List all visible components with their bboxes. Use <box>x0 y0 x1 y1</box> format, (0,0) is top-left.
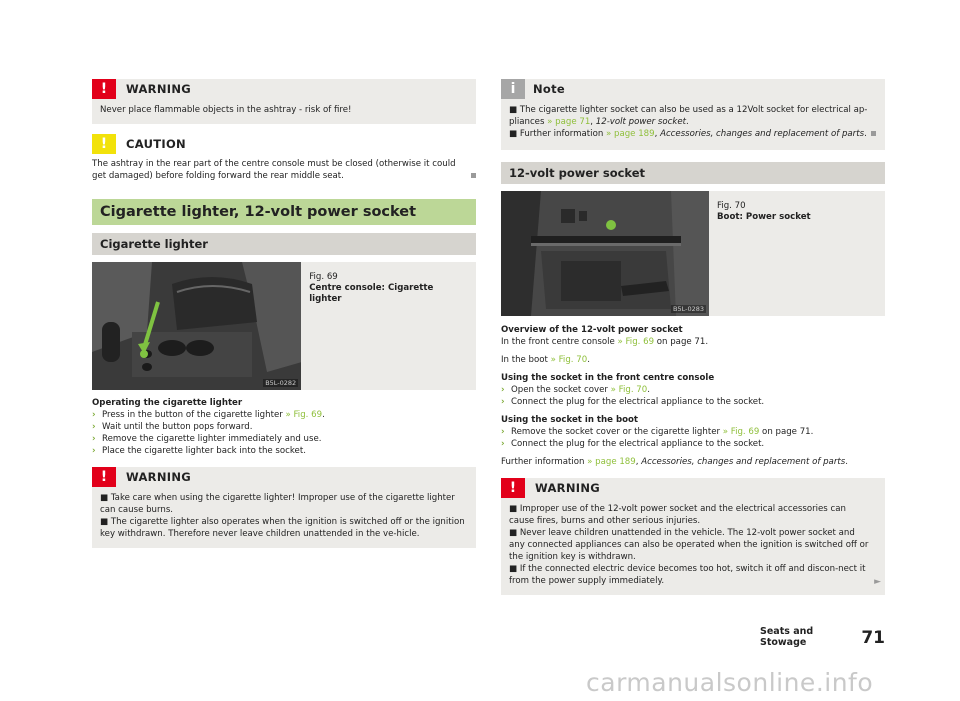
left-column <box>92 79 476 548</box>
note-sep: , <box>654 129 661 139</box>
warning-box-power-socket <box>501 478 885 595</box>
figure-69-number: Fig. 69 <box>309 272 338 282</box>
info-icon: i <box>501 79 525 99</box>
note-item-text: ■ The cigarette lighter socket can also be used as a 12Volt socket for electrical ap-pliances <box>509 105 868 127</box>
overview-line <box>501 354 885 366</box>
note-item-text: ■ Further information <box>509 129 607 139</box>
watermark: carmanualsonline.info <box>586 668 874 697</box>
warning-title: WARNING <box>535 481 600 495</box>
note-sep: , <box>590 117 596 127</box>
figure-69-title: Centre console: Cigarette lighter <box>309 283 434 304</box>
note-ref-title: 12-volt power socket <box>595 117 687 127</box>
warning-title: WARNING <box>126 470 191 484</box>
note-box <box>501 79 885 150</box>
warning-header <box>92 79 476 99</box>
fig-link[interactable]: » Fig. 69 <box>285 410 323 420</box>
continue-arrow-icon: ► <box>874 577 881 587</box>
subsection-title-power-socket: 12-volt power socket <box>501 162 885 184</box>
figure-70-number: Fig. 70 <box>717 201 746 211</box>
warning-text: Never place flammable objects in the ashtray - risk of fire! <box>100 105 352 115</box>
step-item <box>501 438 885 450</box>
warning-title: WARNING <box>126 82 191 96</box>
right-column <box>501 79 885 595</box>
figure-70-title: Boot: Power socket <box>717 212 811 222</box>
chevron-right-icon: › <box>92 434 96 444</box>
warning-icon: ! <box>92 79 116 99</box>
end-of-section-icon <box>471 173 476 178</box>
warning-item: ■ If the connected electric device becomes too hot, switch it off and discon-nect it from the power supply immediately. <box>509 564 866 586</box>
figure-70 <box>501 191 885 316</box>
step-item <box>92 445 476 457</box>
step-item <box>501 426 885 438</box>
chevron-right-icon: › <box>501 385 505 395</box>
figure-70-caption <box>709 191 819 316</box>
chevron-right-icon: › <box>92 410 96 420</box>
operating-instructions <box>92 397 476 457</box>
step-text-end: . <box>322 410 325 420</box>
further-information <box>501 456 885 468</box>
fig-link[interactable]: » Fig. 70 <box>610 385 648 395</box>
step-text-end: . <box>647 385 650 395</box>
step-text-end: on page 71. <box>759 427 814 437</box>
step-text: Open the socket cover <box>511 385 611 395</box>
figure-70-image <box>501 191 709 316</box>
fig-link[interactable]: » Fig. 69 <box>617 337 655 347</box>
boot-illustration <box>501 191 709 316</box>
step-item <box>92 433 476 445</box>
caution-body: The ashtray in the rear part of the centre console must be closed (otherwise it could get damaged) before folding forward the rear middle seat. <box>92 159 456 181</box>
note-text <box>501 99 885 150</box>
note-ref-title: Accessories, changes and replacement of parts <box>660 129 865 139</box>
fig-link[interactable]: » Fig. 70 <box>550 355 588 365</box>
warning-header <box>92 467 476 487</box>
note-end: . <box>864 129 867 139</box>
further-end: . <box>845 457 848 467</box>
section-title: Cigarette lighter, 12-volt power socket <box>92 199 476 225</box>
chevron-right-icon: › <box>501 397 505 407</box>
chevron-right-icon: › <box>501 439 505 449</box>
page-link[interactable]: » page 71 <box>547 117 591 127</box>
overview-text-end: . <box>587 355 590 365</box>
step-item <box>92 421 476 433</box>
front-console-heading: Using the socket in the front centre console <box>501 373 715 383</box>
warning-item: ■ Take care when using the cigarette lighter! Improper use of the cigarette lighter can cause burns. <box>100 493 455 515</box>
warning-item: ■ The cigarette lighter also operates when the ignition is switched off or the ignition key withdrawn. Therefore never leave children unattended in the ve-hicle. <box>100 517 465 539</box>
further-ref-title: Accessories, changes and replacement of parts <box>641 457 846 467</box>
step-text: Place the cigarette lighter back into the socket. <box>102 446 306 456</box>
operating-heading: Operating the cigarette lighter <box>92 398 243 408</box>
page-link[interactable]: » page 189 <box>606 129 655 139</box>
chevron-right-icon: › <box>501 427 505 437</box>
caution-block <box>92 134 476 182</box>
step-text: Connect the plug for the electrical appliance to the socket. <box>511 397 765 407</box>
warning-box-lighter <box>92 467 476 548</box>
step-text: Connect the plug for the electrical appliance to the socket. <box>511 439 765 449</box>
page-number: 71 <box>861 628 885 648</box>
further-sep: , <box>635 457 642 467</box>
overview-heading: Overview of the 12-volt power socket <box>501 325 683 335</box>
warning-icon: ! <box>501 478 525 498</box>
caution-title: CAUTION <box>126 137 186 151</box>
step-text: Wait until the button pops forward. <box>102 422 253 432</box>
figure-69-image <box>92 262 301 390</box>
step-item <box>92 409 476 421</box>
warning-text <box>501 498 885 595</box>
warning-icon: ! <box>92 467 116 487</box>
step-text: Remove the socket cover or the cigarette lighter <box>511 427 723 437</box>
warning-box-ashtray <box>92 79 476 124</box>
note-item <box>509 128 877 140</box>
figure-69 <box>92 262 476 390</box>
figure-70-code: B5L-0283 <box>673 305 704 313</box>
overview-line <box>501 336 885 348</box>
chevron-right-icon: › <box>92 446 96 456</box>
caution-header <box>92 134 476 154</box>
overview-text: In the boot <box>501 355 551 365</box>
overview-text: In the front centre console <box>501 337 618 347</box>
page-link[interactable]: » page 189 <box>587 457 636 467</box>
warning-text <box>92 487 476 548</box>
note-item <box>509 104 877 128</box>
figure-69-caption <box>301 262 476 390</box>
step-text: Remove the cigarette lighter immediately and use. <box>102 434 322 444</box>
page-footer <box>760 628 885 648</box>
subsection-title-cigarette-lighter: Cigarette lighter <box>92 233 476 255</box>
step-text: Press in the button of the cigarette lighter <box>102 410 286 420</box>
warning-item: ■ Never leave children unattended in the vehicle. The 12-volt power socket and any connected appliances can also be operated when the ignition is switched off or the ignition key is withdrawn. <box>509 528 869 562</box>
end-of-section-icon <box>871 131 876 136</box>
fig-link[interactable]: » Fig. 69 <box>722 427 760 437</box>
power-socket-overview <box>501 324 885 468</box>
note-end: . <box>686 117 689 127</box>
chevron-right-icon: › <box>92 422 96 432</box>
step-item <box>501 396 885 408</box>
footer-section-title: Seats and Stowage <box>760 626 814 648</box>
overview-text-end: on page 71. <box>654 337 709 347</box>
caution-text <box>92 158 476 182</box>
boot-heading: Using the socket in the boot <box>501 415 639 425</box>
further-text: Further information <box>501 457 588 467</box>
step-item <box>501 384 885 396</box>
console-illustration <box>92 262 301 390</box>
caution-icon: ! <box>92 134 116 154</box>
warning-header <box>501 478 885 498</box>
warning-item: ■ Improper use of the 12-volt power socket and the electrical accessories can cause fires, burns and other serious injuries. <box>509 504 846 526</box>
note-title: Note <box>533 82 566 96</box>
note-header <box>501 79 885 99</box>
figure-69-code: B5L-0282 <box>265 379 297 387</box>
